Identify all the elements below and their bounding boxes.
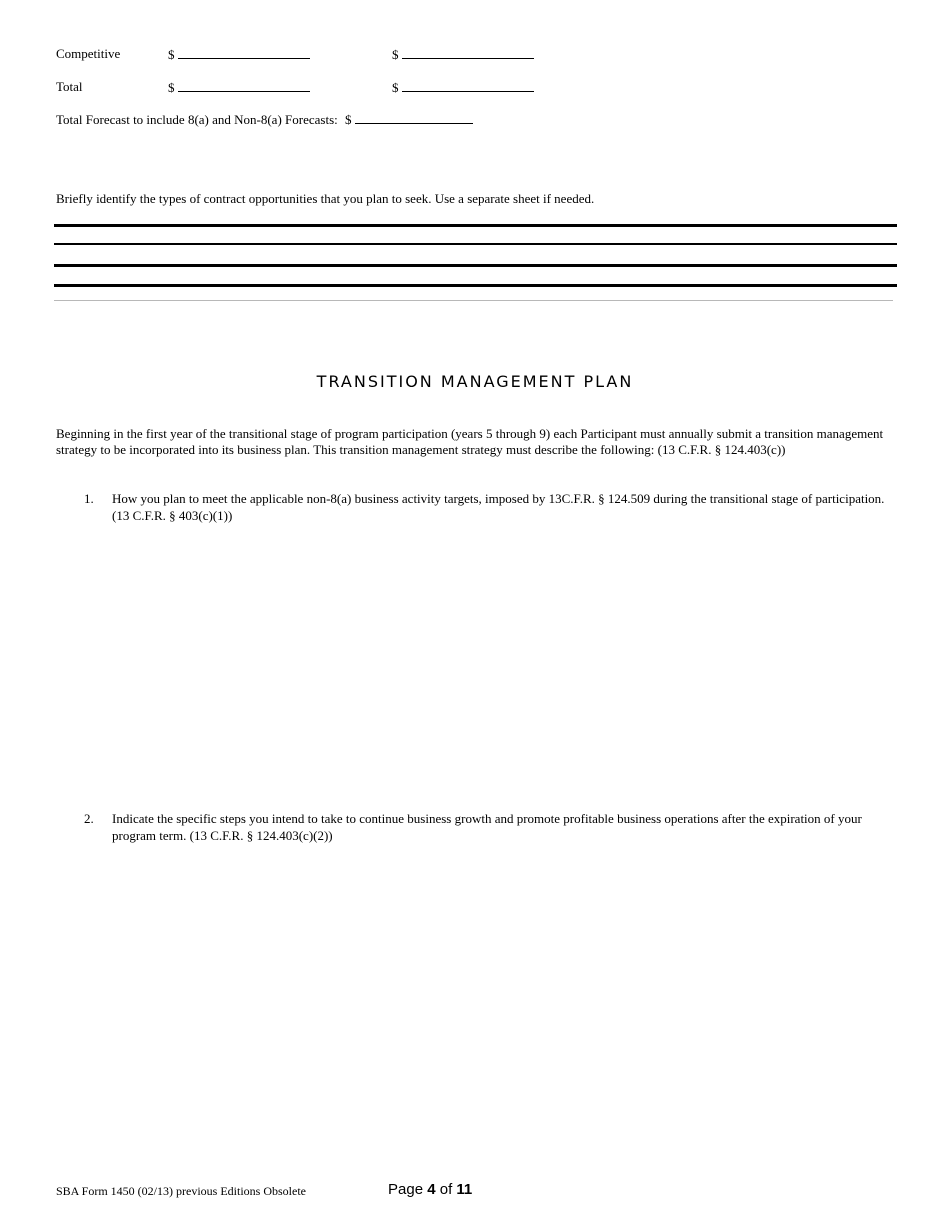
answer-line-5[interactable] <box>54 300 893 301</box>
currency-symbol: $ <box>168 47 175 62</box>
answer-line-4[interactable] <box>54 284 897 287</box>
blank-line <box>178 46 310 59</box>
currency-symbol: $ <box>392 80 399 95</box>
item-2-answer-area[interactable] <box>110 850 890 1150</box>
competitive-amount-field-2[interactable] <box>392 46 534 63</box>
opportunities-prompt: Briefly identify the types of contract opportunities that you plan to seek. Use a separate sheet if needed. <box>56 191 595 206</box>
competitive-amount-field-1[interactable] <box>168 46 310 63</box>
section-title: TRANSITION MANAGEMENT PLAN <box>316 372 634 391</box>
page-word: Page <box>388 1181 424 1198</box>
item-number: 1. <box>84 491 94 506</box>
answer-line-1[interactable] <box>54 224 897 227</box>
total-amount-field-1[interactable] <box>168 79 310 96</box>
currency-symbol: $ <box>392 47 399 62</box>
page-total: 11 <box>456 1181 473 1198</box>
total-amount-field-2[interactable] <box>392 79 534 96</box>
total-forecast-label: Total Forecast to include 8(a) and Non-8(a) Forecasts: <box>56 112 338 127</box>
item-number: 2. <box>84 811 94 826</box>
item-1-answer-area[interactable] <box>110 530 890 790</box>
blank-line <box>178 79 310 92</box>
blank-line <box>402 79 534 92</box>
item-text: How you plan to meet the applicable non-8(a) business activity targets, imposed by 13C.F.R. § 124.509 during the transitional stage of participation. (13 C.F.R. § 403(c)(1)) <box>112 491 885 523</box>
form-identifier: SBA Form 1450 (02/13) previous Editions Obsolete <box>56 1184 306 1198</box>
total-forecast-field[interactable] <box>355 111 473 124</box>
answer-line-2[interactable] <box>54 243 897 245</box>
item-text: Indicate the specific steps you intend to take to continue business growth and promote profitable business operations after the expiration of your program term. (13 C.F.R. § 124.403(c)(2)) <box>112 811 862 843</box>
currency-symbol: $ <box>345 112 352 127</box>
currency-symbol: $ <box>168 80 175 95</box>
plan-intro: Beginning in the first year of the transitional stage of program participation (years 5 through 9) each Participant must annually submit a transition management strategy to be incorporated into its business plan. This transition management strategy must describe the following: (13 C.F.R. § 124.403(c)) <box>56 426 884 457</box>
page-current: 4 <box>427 1181 436 1198</box>
blank-line <box>402 46 534 59</box>
competitive-label: Competitive <box>56 46 121 61</box>
total-forecast-row <box>56 111 473 128</box>
page-of: of <box>439 1181 453 1198</box>
total-label: Total <box>56 79 83 94</box>
answer-line-3[interactable] <box>54 264 897 267</box>
page-number <box>388 1181 472 1198</box>
